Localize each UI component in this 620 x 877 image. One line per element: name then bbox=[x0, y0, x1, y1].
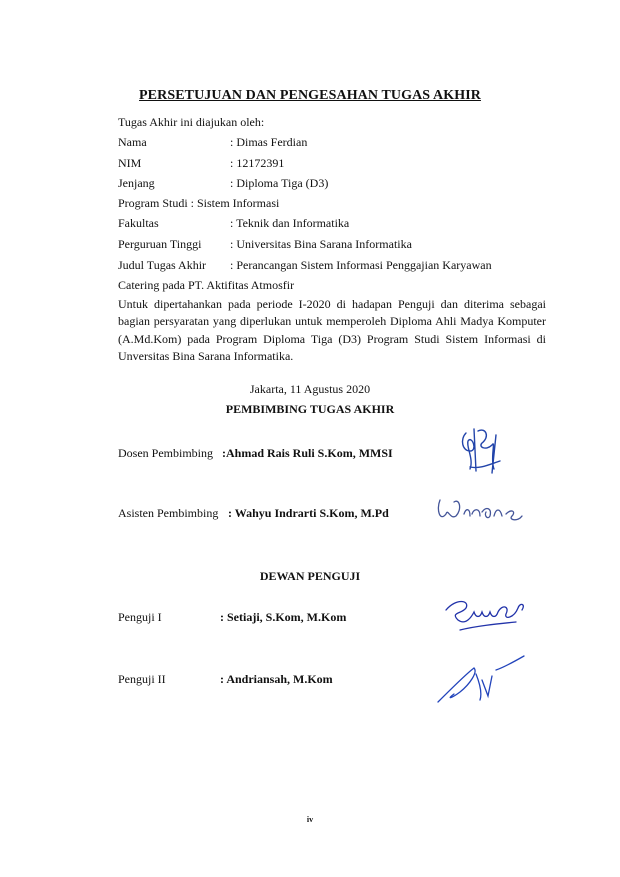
nama-label: Nama bbox=[118, 135, 147, 149]
penguji2-signature bbox=[430, 650, 530, 710]
judul-label: Judul Tugas Akhir bbox=[118, 258, 207, 272]
asisten-pembimbing-label: Asisten Pembimbing bbox=[118, 506, 219, 520]
asisten-pembimbing-name: : Wahyu Indrarti S.Kom, M.Pd bbox=[228, 506, 389, 520]
penguji-heading: DEWAN PENGUJI bbox=[259, 569, 361, 583]
jenjang-value: : Diploma Tiga (D3) bbox=[230, 176, 329, 190]
dosen-pembimbing-name: :Ahmad Rais Ruli S.Kom, MMSI bbox=[222, 446, 393, 460]
intro-text: Tugas Akhir ini diajukan oleh: bbox=[118, 115, 265, 129]
nama-value: : Dimas Ferdian bbox=[230, 135, 308, 149]
dosen-signature bbox=[456, 425, 506, 480]
perguruan-tinggi-label: Perguruan Tinggi bbox=[118, 237, 202, 251]
page-title: PERSETUJUAN DAN PENGESAHAN TUGAS AKHIR bbox=[139, 88, 481, 103]
judul-value: : Perancangan Sistem Informasi Penggajian Karyawan bbox=[230, 258, 492, 272]
page-number: iv bbox=[306, 815, 314, 824]
nim-value: : 12172391 bbox=[230, 156, 285, 170]
judul-continuation: Catering pada PT. Aktifitas Atmosfir bbox=[118, 278, 295, 292]
prodi-line: Program Studi : Sistem Informasi bbox=[118, 196, 280, 210]
statement-paragraph: Untuk dipertahankan pada periode I-2020 di hadapan Penguji dan diterima sebagai bagian persyaratan yang diperlukan untuk memperoleh Diploma Ahli Madya Komputer (A.Md.Kom) pada Program Diploma Tiga (D3) Program Studi Sistem Informasi di Unversitas Bina Sarana Informatika. bbox=[118, 297, 546, 364]
place-date: Jakarta, 11 Agustus 2020 bbox=[249, 382, 371, 396]
dosen-pembimbing-label: Dosen Pembimbing bbox=[118, 446, 213, 460]
penguji1-signature bbox=[436, 590, 536, 640]
nim-label: NIM bbox=[118, 156, 142, 170]
penguji2-label: Penguji II bbox=[118, 672, 166, 686]
jenjang-label: Jenjang bbox=[118, 176, 155, 190]
fakultas-value: : Teknik dan Informatika bbox=[230, 216, 350, 230]
penguji1-name: : Setiaji, S.Kom, M.Kom bbox=[220, 610, 347, 624]
perguruan-tinggi-value: : Universitas Bina Sarana Informatika bbox=[230, 237, 412, 251]
asisten-signature bbox=[434, 490, 534, 530]
pembimbing-heading: PEMBIMBING TUGAS AKHIR bbox=[225, 402, 395, 416]
fakultas-label: Fakultas bbox=[118, 216, 159, 230]
penguji1-label: Penguji I bbox=[118, 610, 162, 624]
penguji2-name: : Andriansah, M.Kom bbox=[220, 672, 333, 686]
